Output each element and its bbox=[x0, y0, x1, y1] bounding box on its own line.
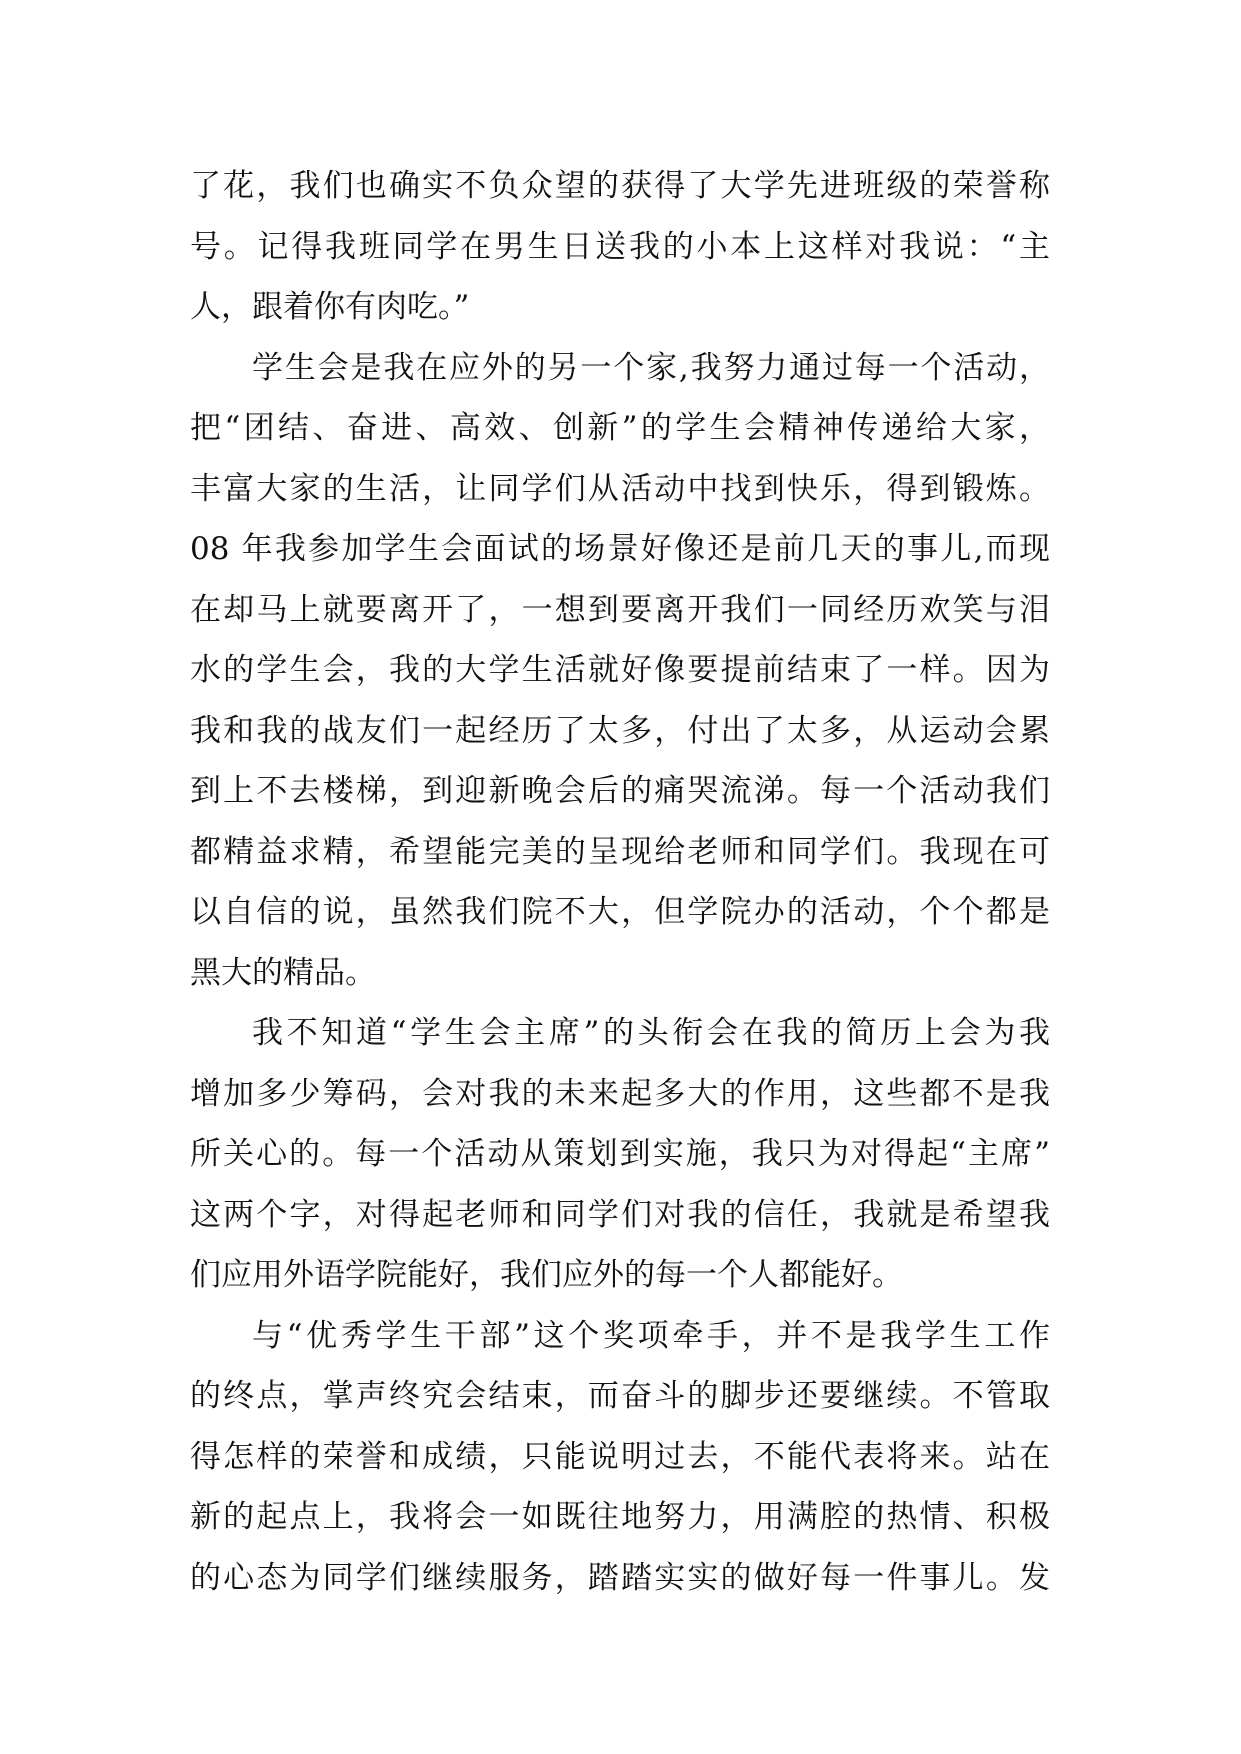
text-line: 的心态为同学们继续服务，踏踏实实的做好每一件事儿。发 bbox=[190, 1559, 1050, 1596]
paragraph-first-line: 与“优秀学生干部”这个奖项牵手，并不是我学生工作 bbox=[252, 1317, 1050, 1354]
text-line: 得怎样的荣誉和成绩，只能说明过去，不能代表将来。站在 bbox=[190, 1438, 1050, 1475]
paragraph-first-line: 我不知道“学生会主席”的头衔会在我的简历上会为我 bbox=[252, 1015, 1050, 1051]
text-line: 了花，我们也确实不负众望的获得了大学先进班级的荣誉称 bbox=[190, 168, 1050, 204]
text-line: 都精益求精，希望能完美的呈现给老师和同学们。我现在可 bbox=[190, 833, 1050, 870]
text-line: 把“团结、奋进、高效、创新”的学生会精神传递给大家， bbox=[190, 410, 1050, 446]
text-line: 的终点，掌声终究会结束，而奋斗的脚步还要继续。不管取 bbox=[190, 1378, 1050, 1414]
text-line: 以自信的说，虽然我们院不大，但学院办的活动，个个都是 bbox=[190, 894, 1050, 930]
text-line: 们应用外语学院能好，我们应外的每一个人都能好。 bbox=[190, 1257, 903, 1293]
text-line: 人，跟着你有肉吃。” bbox=[190, 289, 470, 325]
text-line: 所关心的。每一个活动从策划到实施，我只为对得起“主席” bbox=[190, 1136, 1050, 1172]
text-line: 黑大的精品。 bbox=[190, 954, 376, 991]
text-line: 增加多少筹码，会对我的未来起多大的作用，这些都不是我 bbox=[190, 1075, 1050, 1112]
text-line: 08 年我参加学生会面试的场景好像还是前几天的事儿,而现 bbox=[190, 531, 1050, 567]
text-line: 到上不去楼梯，到迎新晚会后的痛哭流涕。每一个活动我们 bbox=[190, 773, 1050, 809]
text-line: 水的学生会，我的大学生活就好像要提前结束了一样。因为 bbox=[190, 652, 1050, 688]
text-line: 这两个字，对得起老师和同学们对我的信任，我就是希望我 bbox=[190, 1196, 1050, 1233]
text-line: 在却马上就要离开了，一想到要离开我们一同经历欢笑与泪 bbox=[190, 591, 1050, 628]
text-line: 我和我的战友们一起经历了太多，付出了太多，从运动会累 bbox=[190, 712, 1050, 749]
text-line: 丰富大家的生活，让同学们从活动中找到快乐，得到锻炼。 bbox=[190, 470, 1050, 507]
text-line: 新的起点上，我将会一如既往地努力，用满腔的热情、积极 bbox=[190, 1499, 1050, 1535]
text-line: 号。记得我班同学在男生日送我的小本上这样对我说：“主 bbox=[190, 228, 1050, 265]
body-text bbox=[190, 156, 1050, 1608]
paragraph-first-line: 学生会是我在应外的另一个家,我努力通过每一个活动， bbox=[252, 349, 1050, 386]
